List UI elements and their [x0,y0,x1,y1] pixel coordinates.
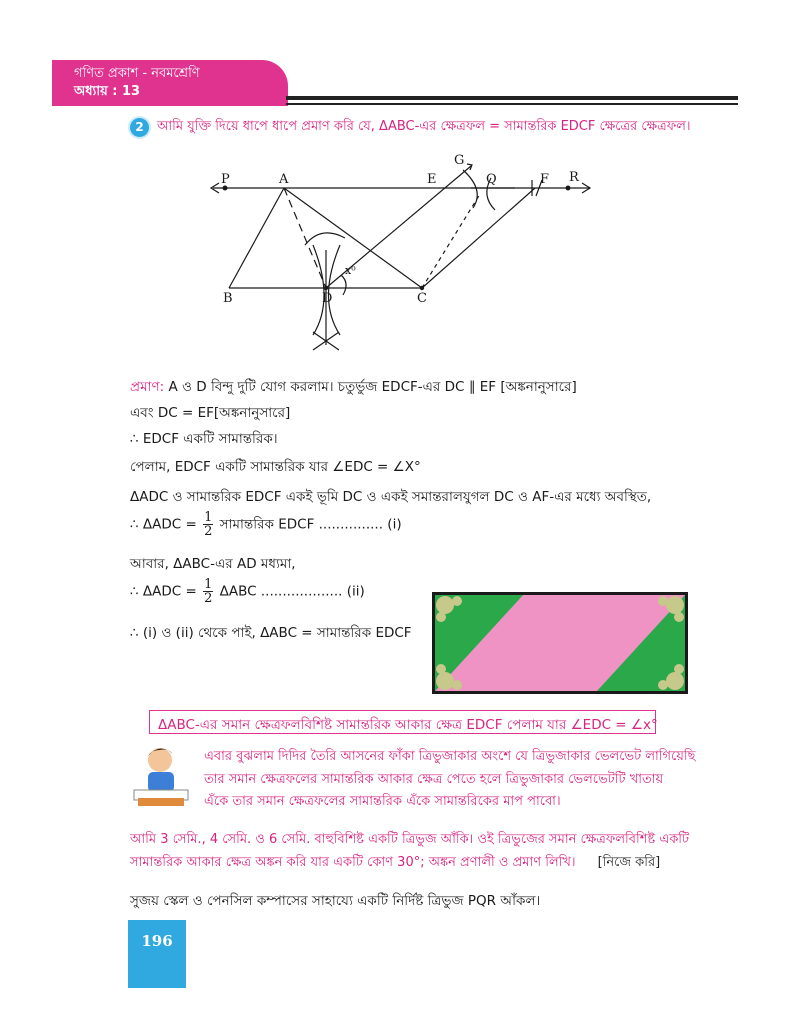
proof-line-6-pre: ∴ ΔADC = [130,516,197,533]
question-text: আমি যুক্তি দিয়ে ধাপে ধাপে প্রমাণ করি যে, ΔABC-এর ক্ষেত্রফল = সামান্তরিক EDCF ক্ষেত্রের ক্ষেত্রফল। [157,119,691,134]
proof-line-7: আবার, ΔABC-এর AD মধ্যমা, [130,556,296,572]
side-cf [422,188,535,288]
student-illustration-icon [128,742,198,812]
mat-illustration [432,592,688,694]
fraction-num-2: 1 [204,577,213,592]
proof-line-2: এবং DC = EF[অঙ্কনানুসারে] [130,405,291,421]
label-g: G [454,153,465,168]
point-r [566,186,571,191]
label-r: R [569,170,579,185]
chapter-label: অধ্যায় : 13 [74,84,141,99]
point-c [420,286,424,290]
question-number-badge: 2 [130,118,149,137]
angle-arc [341,275,346,295]
proof-line-4: পেলাম, EDCF একটি সামান্তরিক যার ∠EDC = ∠X° [130,459,421,475]
proof-line-1-text: A ও D বিন্দু দুটি যোগ করলাম। চতুর্ভুজ EDCF-এর DC ∥ EF [অঙ্কনানুসারে] [168,379,577,395]
header-rule [286,96,738,100]
proof-line-6-post: সামান্তরিক EDCF ............... (i) [219,516,402,533]
task-line-1: আমি 3 সেমি., 4 সেমি. ও 6 সেমি. বাহুবিশিষ্ট একটি ত্রিভুজ আঁকি। ওই ত্রিভুজের সমান ক্ষেত্রফলবিশিষ্ট একটি [130,832,690,847]
arc-1 [313,245,324,335]
proof-label: প্রমাণ: [130,379,165,395]
fraction-half [203,511,213,538]
proof-line-1 [130,376,577,399]
proof-line-3: ∴ EDCF একটি সামান্তরিক। [130,431,278,447]
label-c: C [417,291,427,306]
label-q: Q [486,172,497,187]
proof-line-8-post: ΔABC ................... (ii) [219,583,365,600]
proof-line-8 [130,578,365,605]
page-number: 196 [128,920,186,988]
task-line-2 [130,851,690,874]
proof-line-8-pre: ∴ ΔADC = [130,583,197,600]
label-b: B [223,291,233,306]
label-d: D [322,291,333,306]
self-note: [নিজে করি] [597,855,661,870]
fraction-den: 2 [204,524,213,539]
label-e: E [427,172,437,187]
geometry-figure [195,150,605,355]
label-p: P [221,172,230,187]
blurb-line-1: এবার বুঝলাম দিদির তৈরি আসনের ফাঁকা ত্রিভুজাকার অংশে যে ত্রিভুজাকার ভেলভেট লাগিয়েছি [204,749,696,764]
dotted-cq [422,194,480,288]
header-rule-thin [286,103,738,105]
fraction-half-2 [203,578,213,605]
point-d [324,286,328,290]
chapter-header-tab [52,60,288,106]
blurb-line-2: তার সমান ক্ষেত্রফলের সামান্তরিক আকার ক্ষেত্র পেতে হলে ত্রিভুজাকার ভেলভেটটি খাতায় [204,771,664,787]
label-a: A [279,172,289,187]
proof-line-5: ΔADC ও সামান্তরিক EDCF একই ভূমি DC ও একই সমান্তরালযুগল DC ও AF-এর মধ্যে অবস্থিত, [130,489,652,505]
label-f: F [540,172,550,187]
fraction-num: 1 [204,510,213,525]
final-line: সুজয় স্কেল ও পেনসিল কম্পাসের সাহায্যে একটি নির্দিষ্ট ত্রিভুজ PQR আঁকল। [130,893,541,909]
label-angle-x: x⁰ [345,264,356,277]
blurb-line-3: এঁকে তার সমান ক্ষেত্রফলের সামান্তরিক এঁকে সামান্তরিকের মাপ পাবো। [204,794,561,809]
explanation-blurb [204,746,696,814]
proof-line-6 [130,511,402,538]
book-title: গণিত প্রকাশ - নবমশ্রেণি [74,66,200,81]
fraction-den-2: 2 [204,591,213,606]
side-ab [229,188,284,288]
task-line-2-text: সামান্তরিক আকার ক্ষেত্র অঙ্কন করি যার একটি কোণ 30°; অঙ্কন প্রণালী ও প্রমাণ লিখি। [130,855,576,870]
boxed-conclusion: ΔABC-এর সমান ক্ষেত্রফলবিশিষ্ট সামান্তরিক আকার ক্ষেত্র EDCF পেলাম যার ∠EDC = ∠x° [149,710,656,734]
self-task [130,828,690,874]
proof-line-9: ∴ (i) ও (ii) থেকে পাই, ΔABC = সামান্তরিক EDCF [130,625,412,641]
